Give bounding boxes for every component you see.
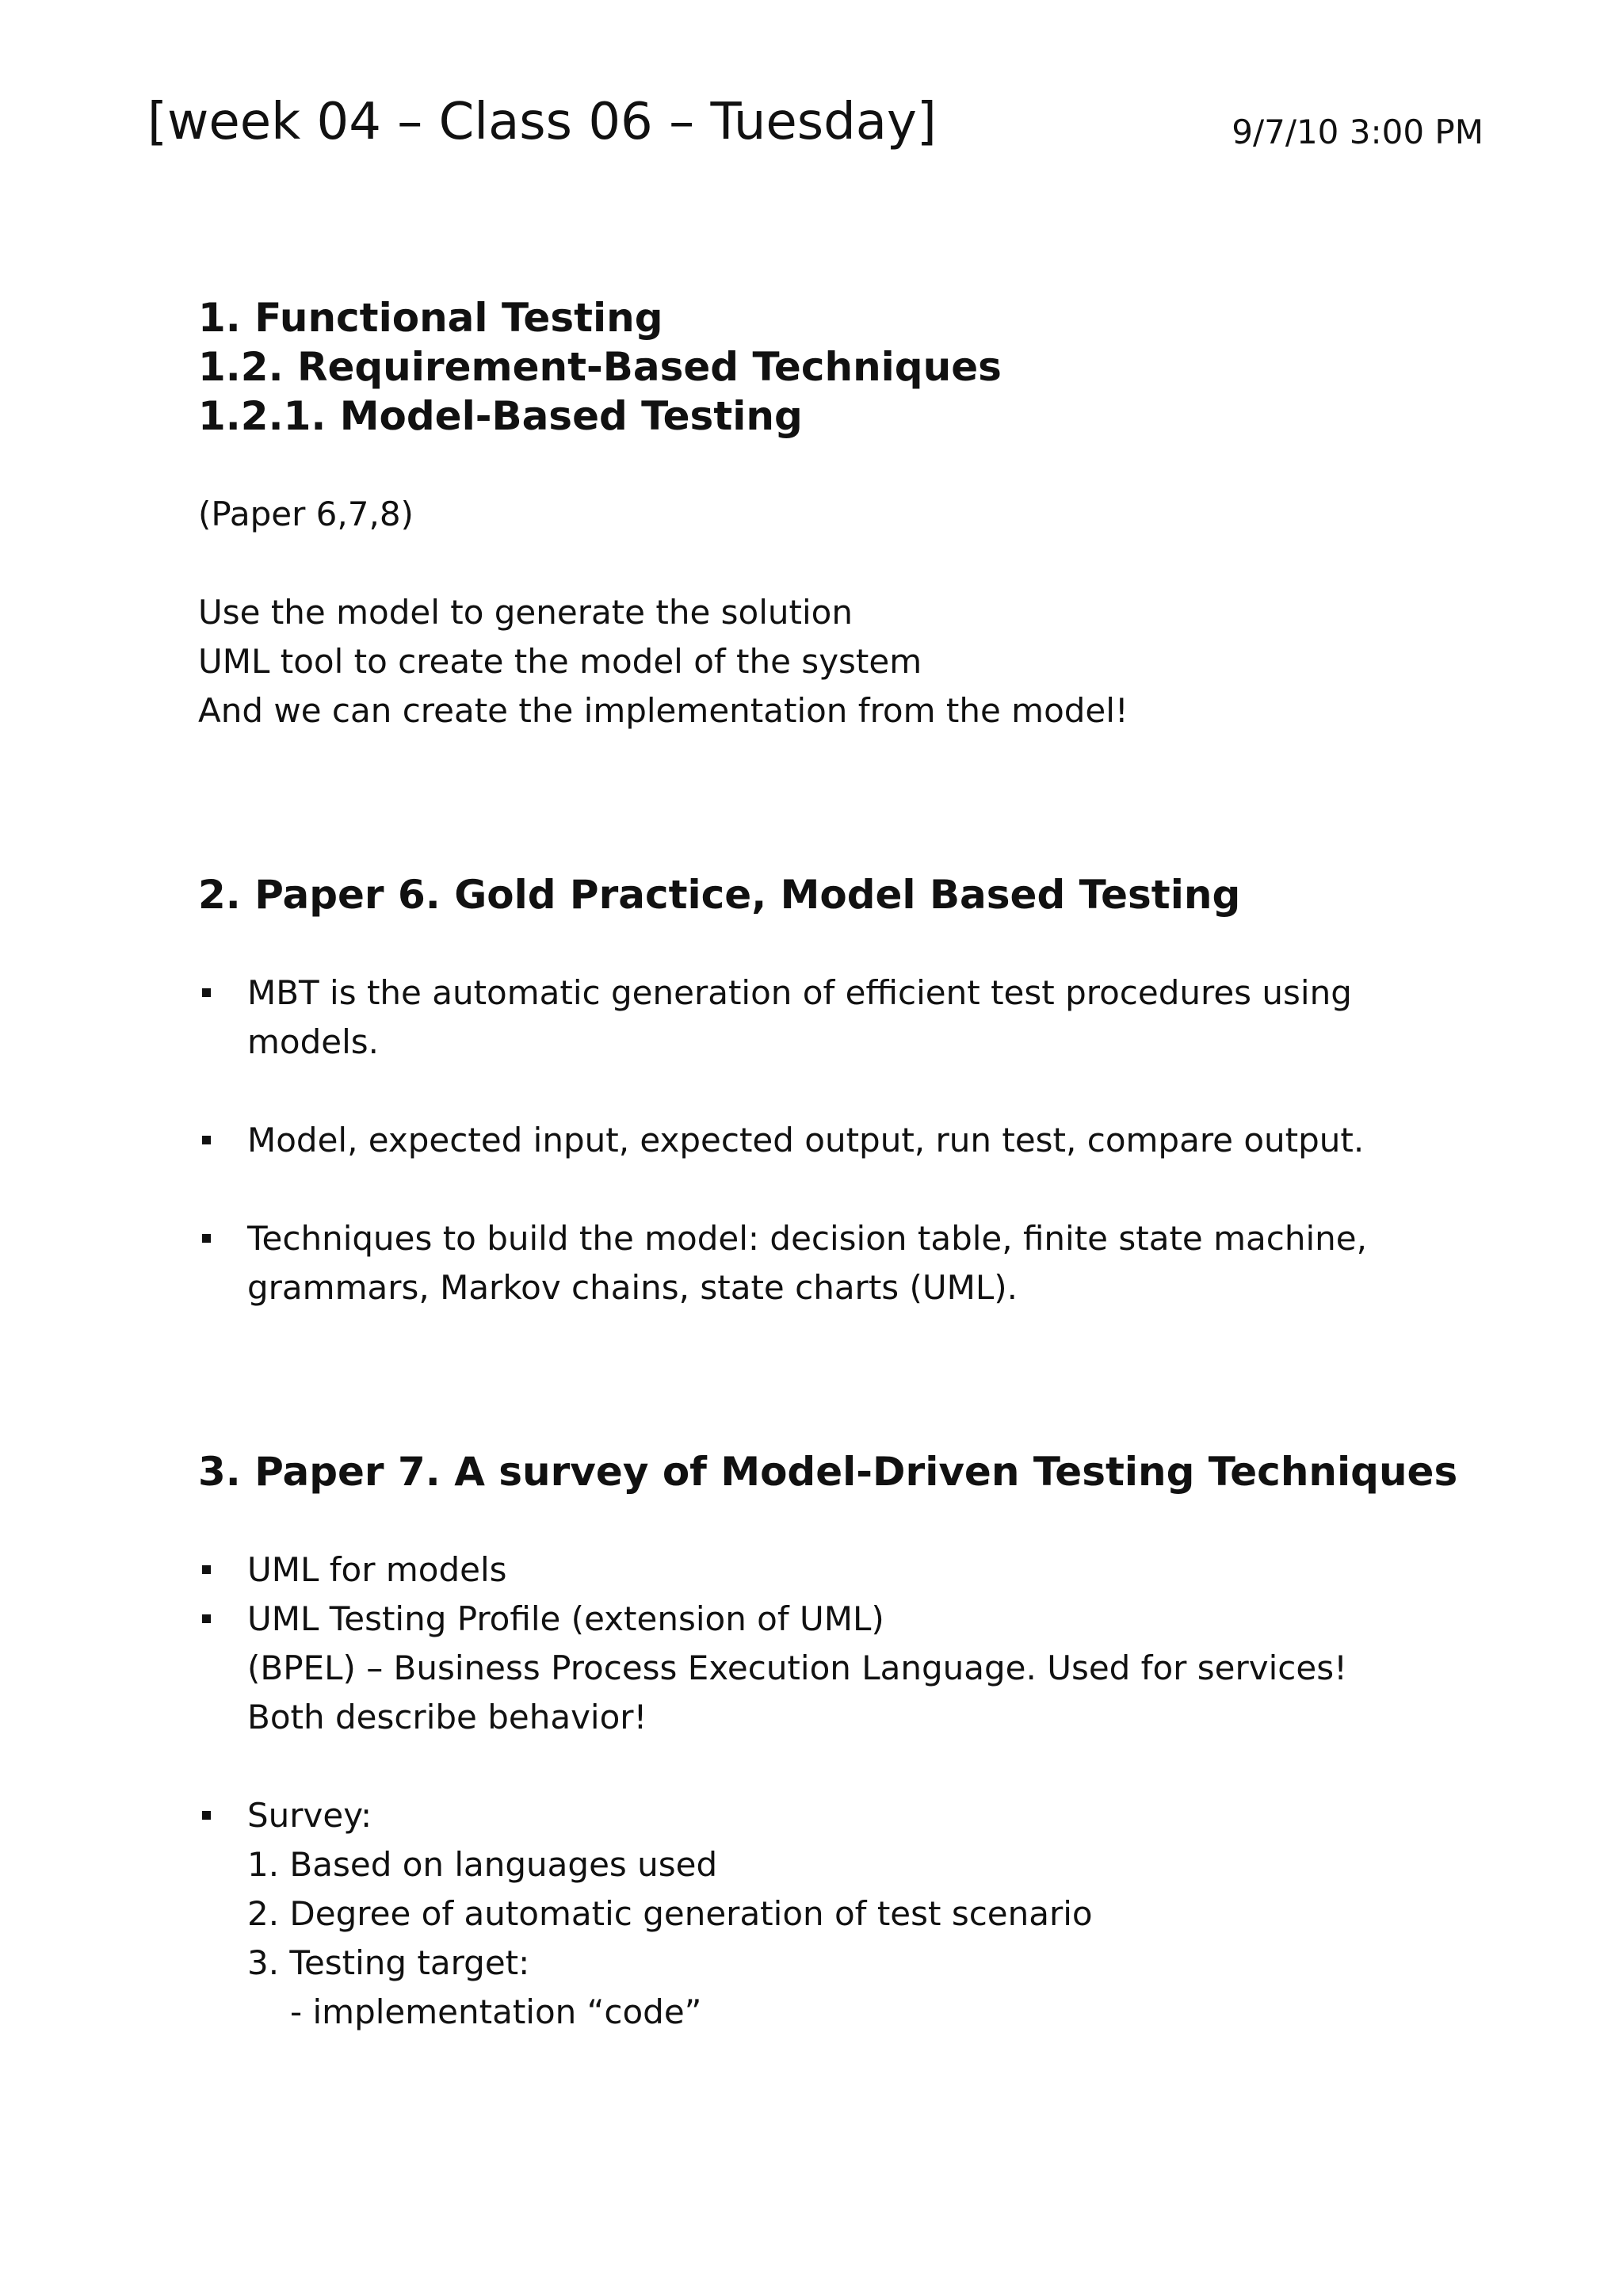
section-functional-testing [198, 293, 1490, 735]
timestamp: 9/7/10 3:00 PM [1232, 113, 1484, 151]
list-item-text: UML Testing Profile (extension of UML) [247, 1599, 884, 1638]
list-item-text: Both describe behavior! [247, 1698, 647, 1736]
section-heading: 3. Paper 7. A survey of Model-Driven Testing Techniques [198, 1449, 1458, 1495]
list-item-text: UML for models [247, 1550, 507, 1589]
list-item-text: MBT is the automatic generation of efficient test procedures using [247, 973, 1352, 1012]
section-heading: 1. Functional Testing [198, 295, 663, 341]
section-paper-6 [198, 870, 1490, 1312]
list-item [198, 1116, 1490, 1165]
list-item-text: (BPEL) – Business Process Execution Language. Used for services! [247, 1648, 1347, 1687]
page-title: [week 04 – Class 06 – Tuesday] [147, 93, 937, 151]
bullet-list [198, 968, 1490, 1312]
paper-reference: (Paper 6,7,8) [198, 495, 414, 533]
survey-item: 3. Testing target: [247, 1943, 530, 1982]
body-line: And we can create the implementation from the model! [198, 691, 1128, 730]
body-line: Use the model to generate the solution [198, 593, 853, 632]
survey-label: Survey: [247, 1796, 372, 1835]
subsubsection-heading: 1.2.1. Model-Based Testing [198, 393, 803, 439]
list-item-text: Model, expected input, expected output, run test, compare output. [247, 1121, 1365, 1159]
list-item [198, 1595, 1490, 1742]
section-heading: 2. Paper 6. Gold Practice, Model Based Testing [198, 872, 1241, 918]
list-item [198, 1545, 1490, 1595]
bullet-list [198, 1545, 1490, 2037]
list-item-text: Techniques to build the model: decision table, finite state machine, [247, 1219, 1367, 1258]
subsection-heading: 1.2. Requirement-Based Techniques [198, 344, 1002, 390]
survey-nested-item: - implementation “code” [290, 1992, 702, 2031]
survey-item: 1. Based on languages used [247, 1845, 718, 1884]
list-item [198, 968, 1490, 1067]
list-item-text: grammars, Markov chains, state charts (UML). [247, 1268, 1018, 1307]
section-paper-7 [198, 1447, 1490, 2037]
document-body [198, 293, 1490, 2037]
list-item-survey [198, 1791, 1490, 2037]
list-item-text: models. [247, 1022, 380, 1061]
body-line: UML tool to create the model of the system [198, 642, 922, 681]
list-item [198, 1214, 1490, 1312]
survey-item: 2. Degree of automatic generation of test scenario [247, 1894, 1093, 1933]
